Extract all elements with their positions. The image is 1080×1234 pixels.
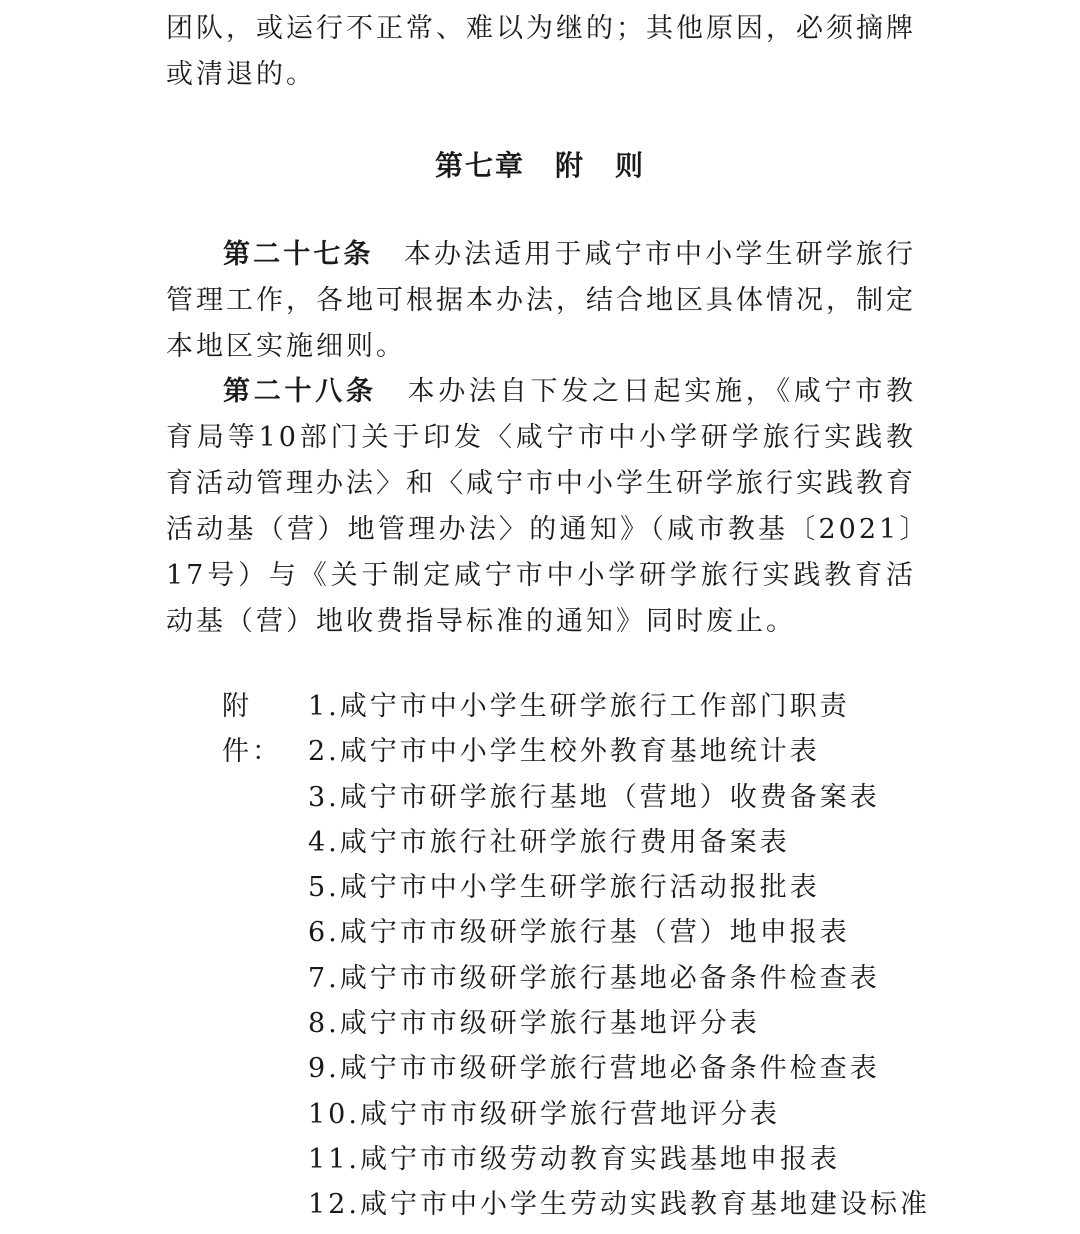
attachment-item: 5.咸宁市中小学生研学旅行活动报批表 (308, 872, 820, 904)
article-27-text: 本办法适用于咸宁市中小学生研学旅行管理工作，各地可根据本办法，结合地区具体情况，制定本地区实施细则。 (166, 239, 917, 362)
attachment-item: 11.咸宁市市级劳动教育实践基地申报表 (308, 1143, 840, 1175)
attachment-item: 9.咸宁市市级研学旅行营地必备条件检查表 (308, 1053, 880, 1085)
attachment-item: 4.咸宁市旅行社研学旅行费用备案表 (308, 826, 790, 858)
continued-paragraph: 团队，或运行不正常、难以为继的；其他原因，必须摘牌或清退的。 (166, 13, 916, 90)
attachment-item: 12.咸宁市中小学生劳动实践教育基地建设标准 (308, 1189, 930, 1221)
article-28 (166, 369, 916, 645)
article-27 (166, 232, 916, 370)
attachment-item: 2.咸宁市中小学生校外教育基地统计表 (308, 736, 820, 768)
attachment-item: 8.咸宁市市级研学旅行基地评分表 (308, 1008, 760, 1040)
attachment-item: 7.咸宁市市级研学旅行基地必备条件检查表 (308, 962, 880, 994)
attachments-label: 附件： (222, 691, 282, 768)
chapter-title: 第七章 附 则 (434, 149, 645, 182)
article-28-label: 第二十八条 (223, 376, 377, 407)
attachment-item: 1.咸宁市中小学生研学旅行工作部门职责 (308, 691, 850, 722)
attachment-item: 10.咸宁市市级研学旅行营地评分表 (308, 1098, 780, 1130)
attachments-section (222, 684, 930, 1221)
article-27-label: 第二十七条 (223, 239, 374, 270)
article-28-text: 本办法自下发之日起实施，《咸宁市教育局等10部门关于印发〈咸宁市中小学研学旅行实践教育活动管理办法〉和〈咸宁市中小学生研学旅行实践教育活动基（营）地管理办法〉的通知》（咸市教基〔2021〕17号）与《关于制定咸宁市中小学研学旅行实践教育活动基（营）地收费指导标准的通知》同时废止。 (166, 376, 916, 637)
attachment-item: 3.咸宁市研学旅行基地（营地）收费备案表 (308, 781, 880, 813)
attachments-list (308, 684, 930, 1228)
attachment-item: 6.咸宁市市级研学旅行基（营）地申报表 (308, 917, 850, 949)
